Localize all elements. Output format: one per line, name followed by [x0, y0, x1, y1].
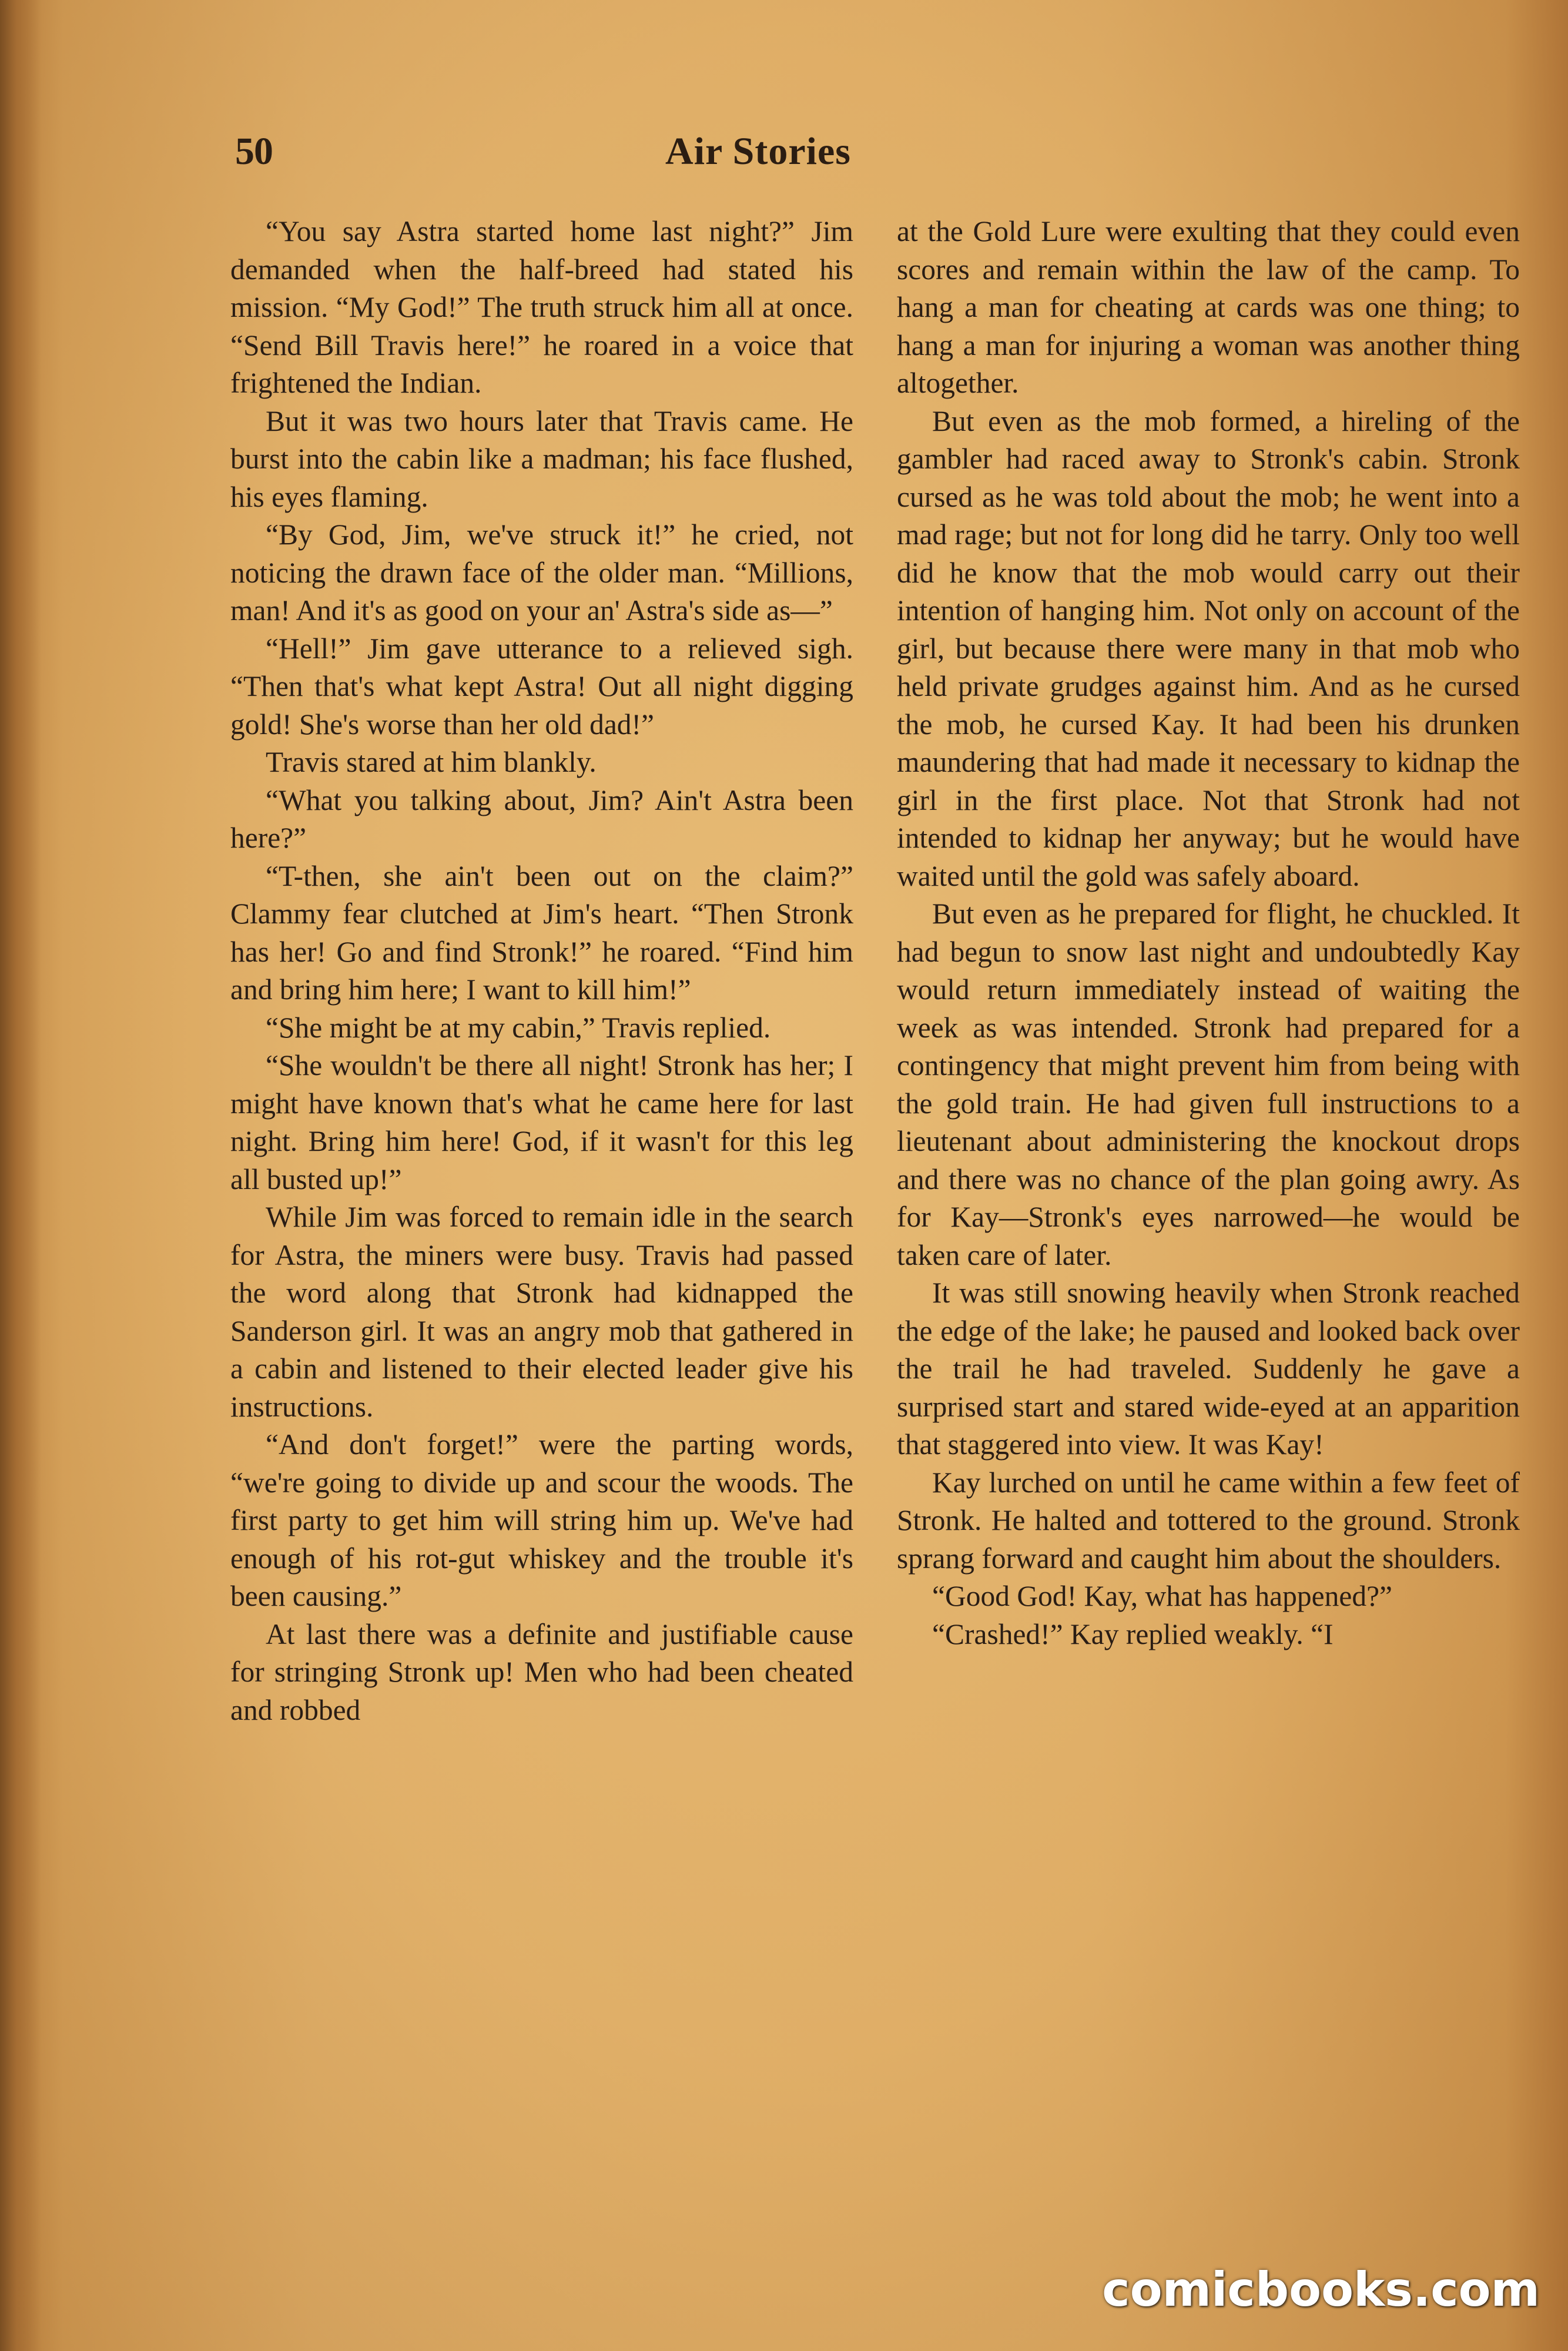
page-header [235, 129, 1281, 194]
paragraph: But even as the mob formed, a hireling of the gambler had raced away to Stronk's cabin. Stronk cursed as he was told about the mob; he went into a mad rage; but not for long did he tarry. Only too well did he know that the mob would carry out their intention of hanging him. Not only on account of the girl, but because there were many in that mob who held private grudges against him. And as he cursed the mob, he cursed Kay. It had been his drunken maundering that had made it necessary to kidnap the girl in the first place. Not that Stronk had not intended to kidnap her anyway; but he would have waited until the gold was safely aboard. [897, 404, 1520, 892]
paragraph: “She wouldn't be there all night! Stronk has her; I might have known that's what he came here for last night. Bring him here! God, if it wasn't for this leg all busted up!” [230, 1049, 853, 1195]
text-column-right [897, 213, 1520, 1653]
page-number: 50 [235, 130, 273, 173]
paragraph: Kay lurched on until he came within a few feet of Stronk. He halted and tottered to the ground. Stronk sprang forward and caught him about the shoulders. [897, 1466, 1520, 1575]
text-column-left [230, 213, 853, 1729]
paragraph: Travis stared at him blankly. [266, 746, 597, 778]
paragraph: “Good God! Kay, what has happened?” [932, 1580, 1393, 1612]
paragraph: At last there was a definite and justifiable cause for stringing Stronk up! Men who had been cheated and robbed [230, 1617, 853, 1726]
paragraph: But even as he prepared for flight, he chuckled. It had begun to snow last night and undoubtedly Kay would return immediately instead of waiting the week as was intended. Stronk had prepared for a contingency that might prevent him from being with the gold train. He had given full instructions to a lieutenant about administering the knockout drops and there was no chance of the plan going awry. As for Kay—Stronk's eyes narrowed—he would be taken care of later. [897, 897, 1520, 1271]
paragraph: “She might be at my cabin,” Travis replied. [266, 1011, 771, 1044]
paragraph: “Hell!” Jim gave utterance to a relieved sigh. “Then that's what kept Astra! Out all night digging gold! She's worse than her old dad!” [230, 632, 853, 741]
running-head: Air Stories [665, 130, 851, 173]
paragraph: While Jim was forced to remain idle in the search for Astra, the miners were busy. Travis had passed the word along that Stronk had kidnapped the Sanderson girl. It was an angry mob that gathered in a cabin and listened to their elected leader give his instructions. [230, 1201, 853, 1423]
paragraph: “Crashed!” Kay replied weakly. “I [932, 1617, 1334, 1650]
paragraph: “By God, Jim, we've struck it!” he cried, not noticing the drawn face of the older man. “Millions, man! And it's as good on your an' Astra's side as—” [230, 518, 853, 627]
site-watermark: comicbooks.com [1102, 2262, 1540, 2317]
paragraph-continuation: at the Gold Lure were exulting that they could even scores and remain within the law of the camp. To hang a man for cheating at cards was one thing; to hang a man for injuring a woman was another thing altogether. [897, 215, 1520, 399]
paragraph: “T-then, she ain't been out on the claim?” Clammy fear clutched at Jim's heart. “Then Stronk has her! Go and find Stronk!” he roared. “Find him and bring him here; I want to kill him!” [230, 859, 853, 1006]
page-left-edge [0, 0, 41, 2351]
paragraph: It was still snowing heavily when Stronk reached the edge of the lake; he paused and looked back over the trail he had traveled. Suddenly he gave a surprised start and stared wide-eyed at an apparition that staggered into view. It was Kay! [897, 1277, 1520, 1461]
paragraph: “You say Astra started home last night?” Jim demanded when the half-breed had stated his mission. “My God!” The truth struck him all at once. “Send Bill Travis here!” he roared in a voice that frightened the Indian. [230, 215, 853, 399]
paragraph: But it was two hours later that Travis came. He burst into the cabin like a madman; his face flushed, his eyes flaming. [230, 404, 853, 513]
paragraph: “And don't forget!” were the parting words, “we're going to divide up and scour the woods. The first party to get him will string him up. We've had enough of his rot-gut whiskey and the trouble it's been causing.” [230, 1428, 853, 1612]
paragraph: “What you talking about, Jim? Ain't Astra been here?” [230, 783, 853, 854]
